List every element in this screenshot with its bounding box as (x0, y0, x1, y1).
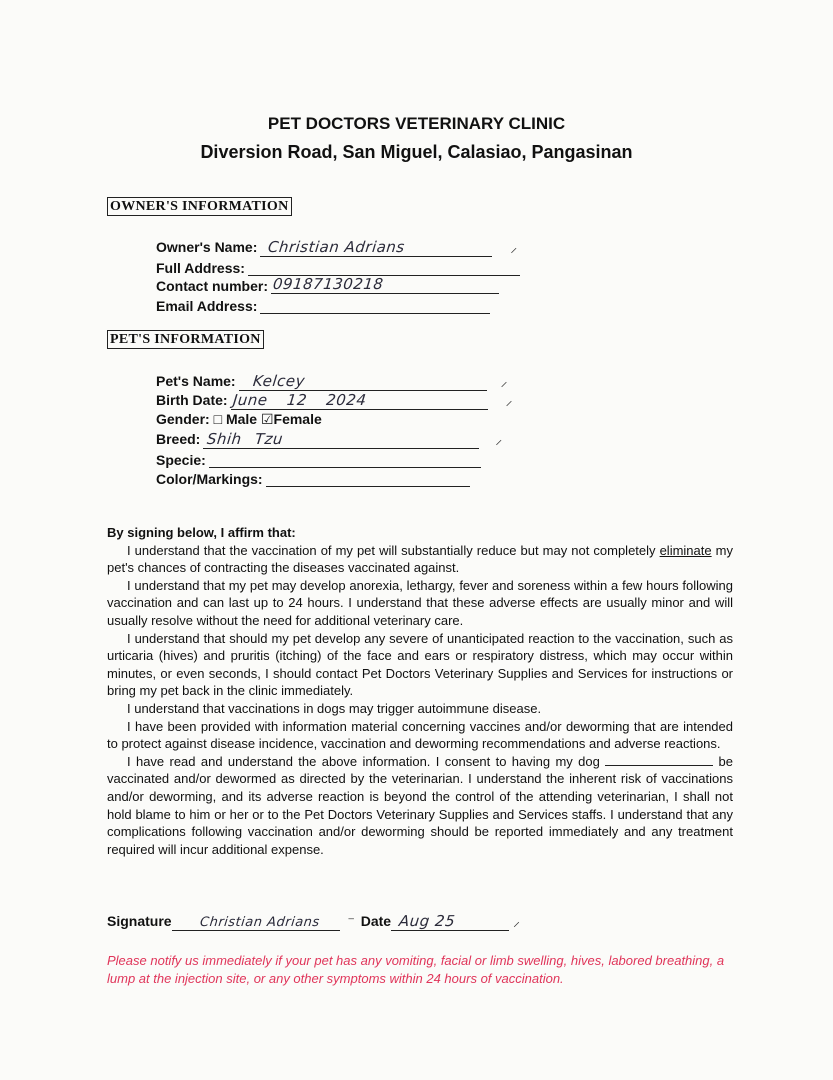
pet-name-field[interactable] (239, 374, 487, 391)
check-tick-icon: ⸝ (495, 431, 503, 447)
gender-row (156, 411, 322, 428)
consent-paragraph-5: I have been provided with information material concerning vaccines and/or deworming that are intended to protect against disease incidence, vaccination and deworming recommendations and adverse reactions. (107, 718, 733, 752)
check-tick-icon: ⸝ (510, 239, 518, 255)
contact-number-value: 09187130218 (272, 275, 385, 293)
consent-p1-text: I understand that the vaccination of my pet will substantially reduce but may not completely (127, 542, 660, 558)
specie-row (156, 451, 481, 468)
pet-name-row (156, 372, 507, 391)
breed-value: Shih Tzu (206, 430, 285, 448)
color-markings-label: Color/Markings: (156, 471, 263, 487)
specie-label: Specie: (156, 452, 206, 468)
signature-row (107, 912, 520, 931)
owner-name-row (156, 238, 517, 257)
birth-date-field[interactable] (231, 393, 488, 410)
date-field[interactable] (391, 912, 509, 931)
contact-number-field[interactable] (271, 277, 499, 294)
female-label: Female (273, 411, 322, 427)
pet-name-value: Kelcey (251, 372, 306, 390)
signature-field[interactable] (172, 912, 340, 931)
owner-name-field[interactable] (260, 240, 492, 257)
breed-field[interactable] (203, 432, 479, 449)
full-address-row (156, 259, 520, 276)
email-row (156, 297, 490, 314)
clinic-name: PET DOCTORS VETERINARY CLINIC (267, 114, 566, 133)
pet-name-label: Pet's Name: (156, 373, 236, 389)
email-field[interactable] (260, 297, 490, 314)
consent-paragraph-4: I understand that vaccinations in dogs may trigger autoimmune disease. (127, 700, 542, 716)
date-value: Aug 25 (398, 912, 457, 930)
consent-paragraph-2: I understand that my pet may develop anorexia, lethargy, fever and soreness within a few hours following vaccination and can last up to 24 hours. I understand that these adverse effects are usually minor and will usually resolve without the need for additional veterinary care. (107, 577, 733, 628)
owner-name-label: Owner's Name: (156, 239, 258, 255)
owner-section-title: OWNER'S INFORMATION (107, 197, 292, 216)
consent-p1-text-end: my pet's chances of contracting the diseases vaccinated against. (107, 542, 733, 576)
male-label: Male (225, 411, 258, 427)
dash-mark-icon: ⁻ (347, 913, 355, 929)
clinic-address: Diversion Road, San Miguel, Calasiao, Pangasinan (200, 142, 633, 162)
consent-text (107, 524, 733, 858)
breed-label: Breed: (156, 431, 201, 447)
consent-paragraph-6 (107, 753, 733, 859)
consent-paragraph-1 (107, 542, 733, 577)
consent-p1-underlined: eliminate (659, 542, 712, 558)
signature-label: Signature (107, 913, 172, 929)
check-tick-icon: ⸝ (513, 913, 520, 929)
contact-number-row (156, 277, 499, 294)
footer-note: Please notify us immediately if your pet has any vomiting, facial or limb swelling, hives, labored breathing, a lump at the injection site, or any other symptoms within 24 hours of vaccination. (107, 953, 725, 986)
date-label: Date (360, 913, 392, 929)
check-tick-icon: ⸝ (500, 373, 508, 389)
consent-p6-text-end: be vaccinated and/or dewormed as directed by the veterinarian. I understand the inherent risk of vaccinations and/or deworming, and its adverse reaction is beyond the control of the attending veterinarian, I shall not hold blame to him or her or to the Pet Doctors Veterinary Supplies and Services staffs. I understand that any complications following vaccination and/or deworming should be reported immediately and any treatment required will incur additional expense. (107, 753, 733, 857)
birth-date-label: Birth Date: (156, 392, 228, 408)
check-tick-icon: ⸝ (505, 392, 513, 408)
owner-name-value: Christian Adrians (267, 238, 407, 256)
gender-label: Gender: (156, 411, 210, 427)
female-checkbox[interactable]: ☑ (260, 411, 274, 427)
specie-field[interactable] (209, 451, 481, 468)
male-checkbox[interactable]: □ (213, 411, 223, 427)
signature-value: Christian Adrians (198, 915, 321, 930)
consent-p6-text: I have read and understand the above information. I consent to having my dog (127, 753, 606, 769)
dog-name-blank[interactable] (605, 753, 713, 766)
color-markings-row (156, 470, 470, 487)
full-address-field[interactable] (248, 259, 520, 276)
birth-date-row (156, 391, 512, 410)
consent-paragraph-3: I understand that should my pet develop any severe of unanticipated reaction to the vaccination, such as urticaria (hives) and pruritis (itching) of the face and ears or respiratory distress, which may occur within minutes, or even seconds, I should contact Pet Doctors Veterinary Supplies and Services for instructions or bring my pet back in the clinic immediately. (107, 630, 733, 699)
pet-section-title: PET'S INFORMATION (107, 330, 264, 349)
color-markings-field[interactable] (266, 470, 470, 487)
breed-row (156, 430, 502, 449)
full-address-label: Full Address: (156, 260, 245, 276)
contact-number-label: Contact number: (156, 278, 268, 294)
consent-heading: By signing below, I affirm that: (107, 525, 296, 540)
email-label: Email Address: (156, 298, 258, 314)
birth-date-value: June 12 2024 (231, 391, 367, 409)
